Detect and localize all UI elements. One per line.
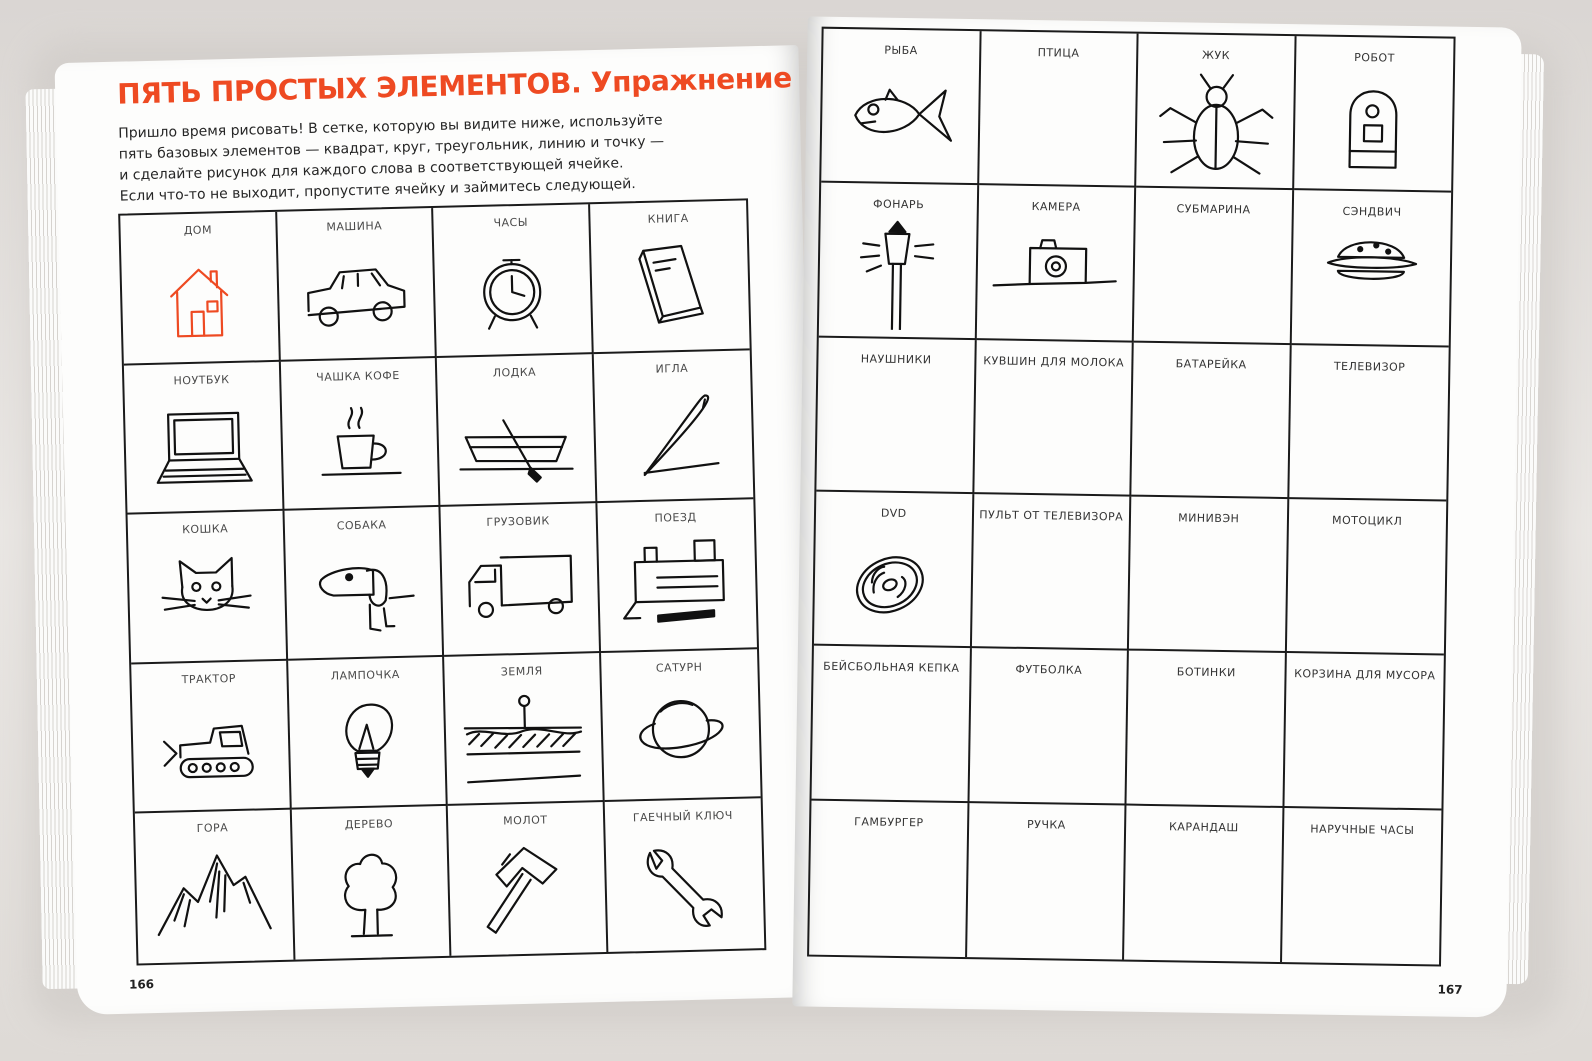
cell-label: ДОМ [183, 223, 213, 238]
grid-cell-boots [1126, 651, 1286, 808]
cell-label: ТРАКТОР [181, 671, 237, 687]
camera-icon [989, 220, 1121, 334]
cell-label: КУВШИН ДЛЯ МОЛОКА [983, 353, 1125, 370]
mountain-icon [153, 841, 276, 948]
grid-cell-house [120, 212, 280, 365]
cell-label: ЛОДКА [492, 365, 537, 380]
right-drawing-grid [807, 27, 1456, 967]
dvd-icon [827, 526, 959, 640]
grid-cell-dvd [814, 492, 974, 649]
tree-icon [309, 837, 432, 944]
coffee-cup-icon [298, 388, 421, 495]
grid-cell-baseball-cap [812, 646, 972, 803]
cell-label: МАШИНА [326, 219, 383, 234]
boat-icon [455, 384, 578, 491]
grid-cell-dog [284, 507, 444, 660]
grid-cell-wristwatch [1282, 808, 1442, 965]
cell-label: СЭНДВИЧ [1342, 205, 1402, 220]
grid-cell-train [597, 499, 757, 652]
grid-cell-sandwich [1291, 190, 1451, 347]
cell-label: ГОРА [196, 821, 229, 836]
grid-cell-pencil [1124, 805, 1284, 962]
grid-cell-trash-can [1284, 653, 1444, 810]
cell-label: НОУТБУК [173, 372, 230, 388]
cell-label: ФУТБОЛКА [1015, 663, 1083, 678]
cell-label: ТЕЛЕВИЗОР [1333, 359, 1406, 374]
needle-icon [612, 380, 735, 487]
grid-cell-submarine [1134, 188, 1294, 345]
cell-label: КАРАНДАШ [1168, 819, 1239, 834]
grid-cell-bird [979, 31, 1139, 188]
car-icon [295, 238, 418, 345]
cell-label: СОБАКА [336, 518, 387, 533]
intro-text [118, 109, 740, 208]
dog-icon [302, 538, 425, 645]
grid-cell-wrench [604, 799, 764, 952]
cell-label: ЛАМПОЧКА [330, 667, 400, 683]
lantern-icon [832, 217, 964, 331]
cell-label: ГАМБУРГЕР [854, 814, 924, 830]
grid-cell-lantern [819, 183, 979, 340]
light-bulb-icon [306, 687, 429, 794]
grid-cell-camera [976, 185, 1136, 342]
grid-cell-saturn [601, 649, 761, 802]
right-page [792, 16, 1521, 1017]
grid-cell-coffee-cup [280, 358, 440, 511]
grid-cell-motorcycle [1286, 499, 1446, 656]
left-drawing-grid [118, 198, 766, 965]
cell-label: МОЛОТ [503, 813, 548, 828]
grid-cell-laptop [124, 361, 284, 514]
cell-label: ИГЛА [655, 361, 689, 376]
grid-cell-hammer [448, 802, 608, 955]
house-icon [138, 242, 261, 349]
train-icon [616, 530, 739, 637]
grid-cell-needle [593, 350, 753, 503]
bug-icon [1149, 68, 1281, 182]
grid-cell-clock [433, 204, 593, 357]
tractor-icon [149, 691, 272, 798]
earth-icon [462, 683, 585, 790]
cell-label: ЖУК [1201, 48, 1231, 63]
cell-label: МОТОЦИКЛ [1331, 513, 1403, 528]
clock-icon [451, 235, 574, 342]
grid-cell-tractor [131, 661, 291, 814]
grid-cell-bug [1136, 34, 1296, 191]
cell-label: РЫБА [884, 43, 918, 58]
cell-label: СУБМАРИНА [1176, 202, 1251, 217]
grid-cell-car [277, 208, 437, 361]
book-icon [609, 231, 732, 338]
cell-label: DVD [880, 506, 907, 521]
cell-label: ЧАШКА КОФЕ [316, 368, 400, 384]
cell-label: НАУШНИКИ [860, 351, 932, 367]
robot-icon [1308, 70, 1440, 184]
cell-label: КОРЗИНА ДЛЯ МУСОРА [1294, 667, 1436, 683]
cell-label: МИНИВЭН [1178, 511, 1240, 526]
cell-label: КНИГА [647, 211, 689, 226]
grid-cell-pen [967, 803, 1127, 960]
grid-cell-earth [444, 653, 604, 806]
cell-label: ДЕРЕВО [344, 817, 394, 832]
cell-label: РОБОТ [1354, 51, 1395, 65]
laptop-icon [142, 392, 265, 499]
truck-icon [458, 534, 581, 641]
grid-cell-tree [291, 806, 451, 959]
fish-icon [834, 63, 966, 177]
grid-cell-tv-remote [971, 494, 1131, 651]
cell-label: ПУЛЬТ ОТ ТЕЛЕВИЗОРА [979, 508, 1124, 524]
cell-label: БЕЙСБОЛЬНАЯ КЕПКА [823, 660, 960, 676]
wrench-icon [623, 829, 746, 936]
grid-cell-robot [1294, 36, 1454, 193]
grid-cell-cat [128, 511, 288, 664]
grid-cell-boat [437, 354, 597, 507]
grid-cell-light-bulb [288, 657, 448, 810]
cell-label: САТУРН [655, 660, 703, 675]
cell-label: КАМЕРА [1031, 200, 1081, 215]
grid-cell-book [590, 200, 750, 353]
grid-cell-hamburger [809, 800, 969, 957]
grid-cell-fish [821, 29, 981, 186]
sandwich-icon [1305, 225, 1437, 339]
hammer-icon [466, 833, 589, 940]
grid-cell-battery [1131, 342, 1291, 499]
cell-label: ГАЕЧНЫЙ КЛЮЧ [632, 809, 733, 825]
grid-cell-truck [440, 503, 600, 656]
cell-label: БОТИНКИ [1176, 665, 1236, 680]
cell-label: ЗЕМЛЯ [500, 664, 543, 679]
grid-cell-milk-jug [974, 340, 1134, 497]
cell-label: НАРУЧНЫЕ ЧАСЫ [1310, 822, 1415, 837]
grid-cell-t-shirt [969, 648, 1129, 805]
cell-label: ГРУЗОВИК [486, 514, 550, 530]
saturn-icon [620, 679, 743, 786]
intro-line: пять базовых элементов — квадрат, круг, треугольник, линию и точку — [118, 133, 665, 163]
cat-icon [146, 541, 269, 648]
grid-cell-minivan [1129, 497, 1289, 654]
left-page [54, 45, 821, 1015]
page-number: 166 [128, 977, 155, 992]
grid-cell-headphones [816, 337, 976, 494]
cell-label: ЧАСЫ [493, 215, 529, 230]
cell-label: ФОНАРЬ [872, 197, 925, 212]
cell-label: РУЧКА [1026, 817, 1066, 832]
intro-line: и сделайте рисунок для каждого слова в соответствующей ячейке. [119, 155, 624, 184]
page-title: ПЯТЬ ПРОСТЫХ ЭЛЕМЕНТОВ. Упражнение [116, 61, 793, 111]
cell-label: БАТАРЕЙКА [1175, 356, 1247, 372]
cell-label: ПОЕЗД [654, 510, 697, 525]
grid-cell-mountain [135, 810, 295, 963]
intro-line: Пришло время рисовать! В сетке, которую вы видите ниже, используйте [118, 112, 663, 142]
grid-cell-tv [1289, 345, 1449, 502]
cell-label: КОШКА [181, 522, 229, 537]
intro-line: Если что-то не выходит, пропустите ячейку и займитесь следующей. [119, 176, 636, 205]
cell-label: ПТИЦА [1037, 46, 1080, 60]
page-number: 167 [1437, 982, 1463, 997]
